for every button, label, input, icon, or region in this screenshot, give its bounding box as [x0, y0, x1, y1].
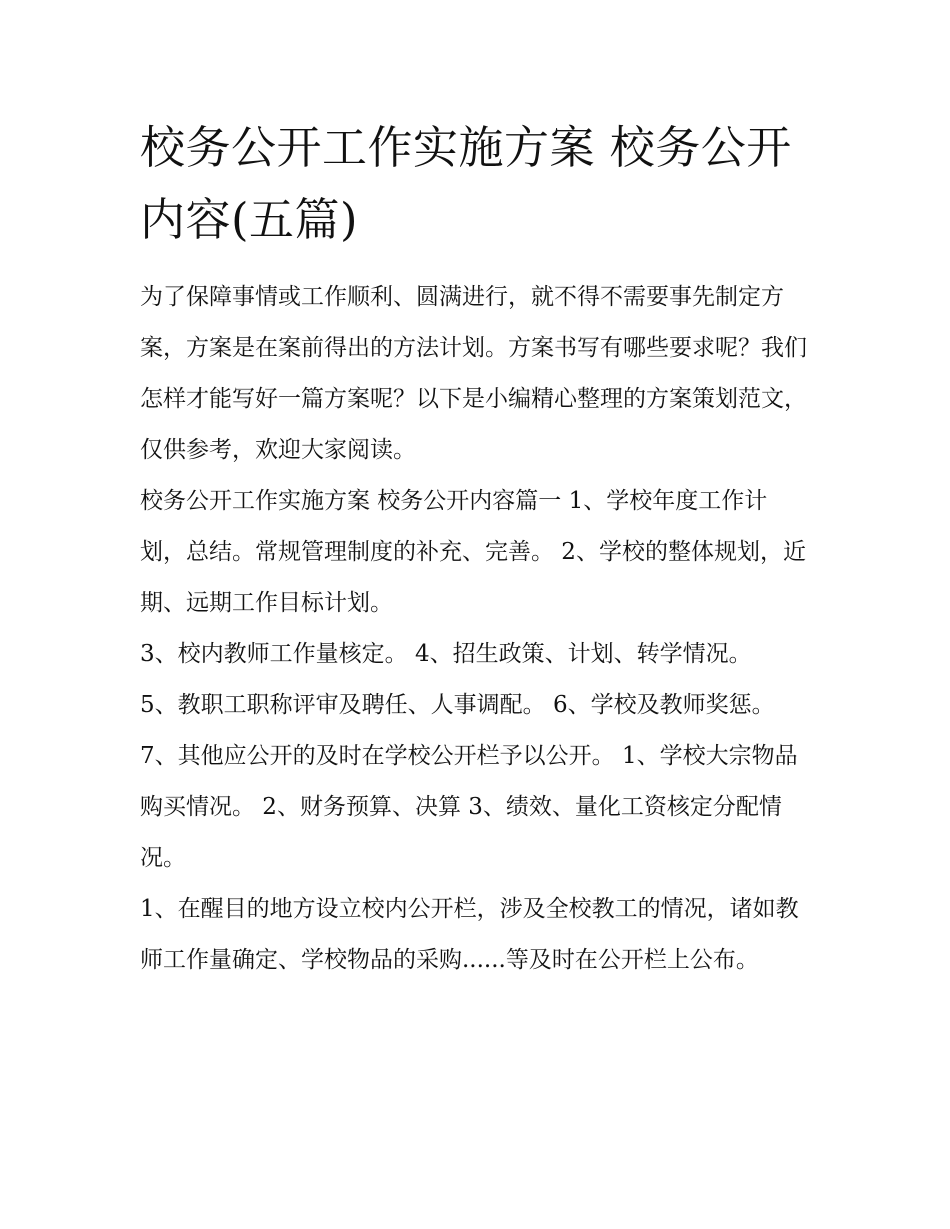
document-body — [140, 112, 812, 986]
document-title: 校务公开工作实施方案 校务公开内容(五篇) — [140, 121, 792, 246]
paragraph-plan-summary: 校务公开工作实施方案 校务公开内容篇一 1、学校年度工作计划，总结。常规管理制度的补充、完善。 2、学校的整体规划，近期、远期工作目标计划。 — [140, 488, 806, 616]
intro-paragraph: 为了保障事情或工作顺利、圆满进行，就不得不需要事先制定方案，方案是在案前得出的方法计划。方案书写有哪些要求呢？我们怎样才能写好一篇方案呢？以下是小编精心整理的方案策划范文，仅供参考，欢迎大家阅读。 — [140, 284, 807, 463]
paragraph-bulletin-board: 1、在醒目的地方设立校内公开栏，涉及全校教工的情况，诸如教师工作量确定、学校物品的采购......等及时在公开栏上公布。 — [140, 896, 799, 973]
paragraph-titles-rewards: 5、教职工职称评审及聘任、人事调配。 6、学校及教师奖惩。 — [140, 692, 775, 718]
paragraph-workload-enrollment: 3、校内教师工作量核定。 4、招生政策、计划、转学情况。 — [140, 641, 752, 667]
paragraph-other-finance: 7、其他应公开的及时在学校公开栏予以公开。 1、学校大宗物品购买情况。 2、财务预算、决算 3、绩效、量化工资核定分配情况。 — [140, 743, 798, 871]
